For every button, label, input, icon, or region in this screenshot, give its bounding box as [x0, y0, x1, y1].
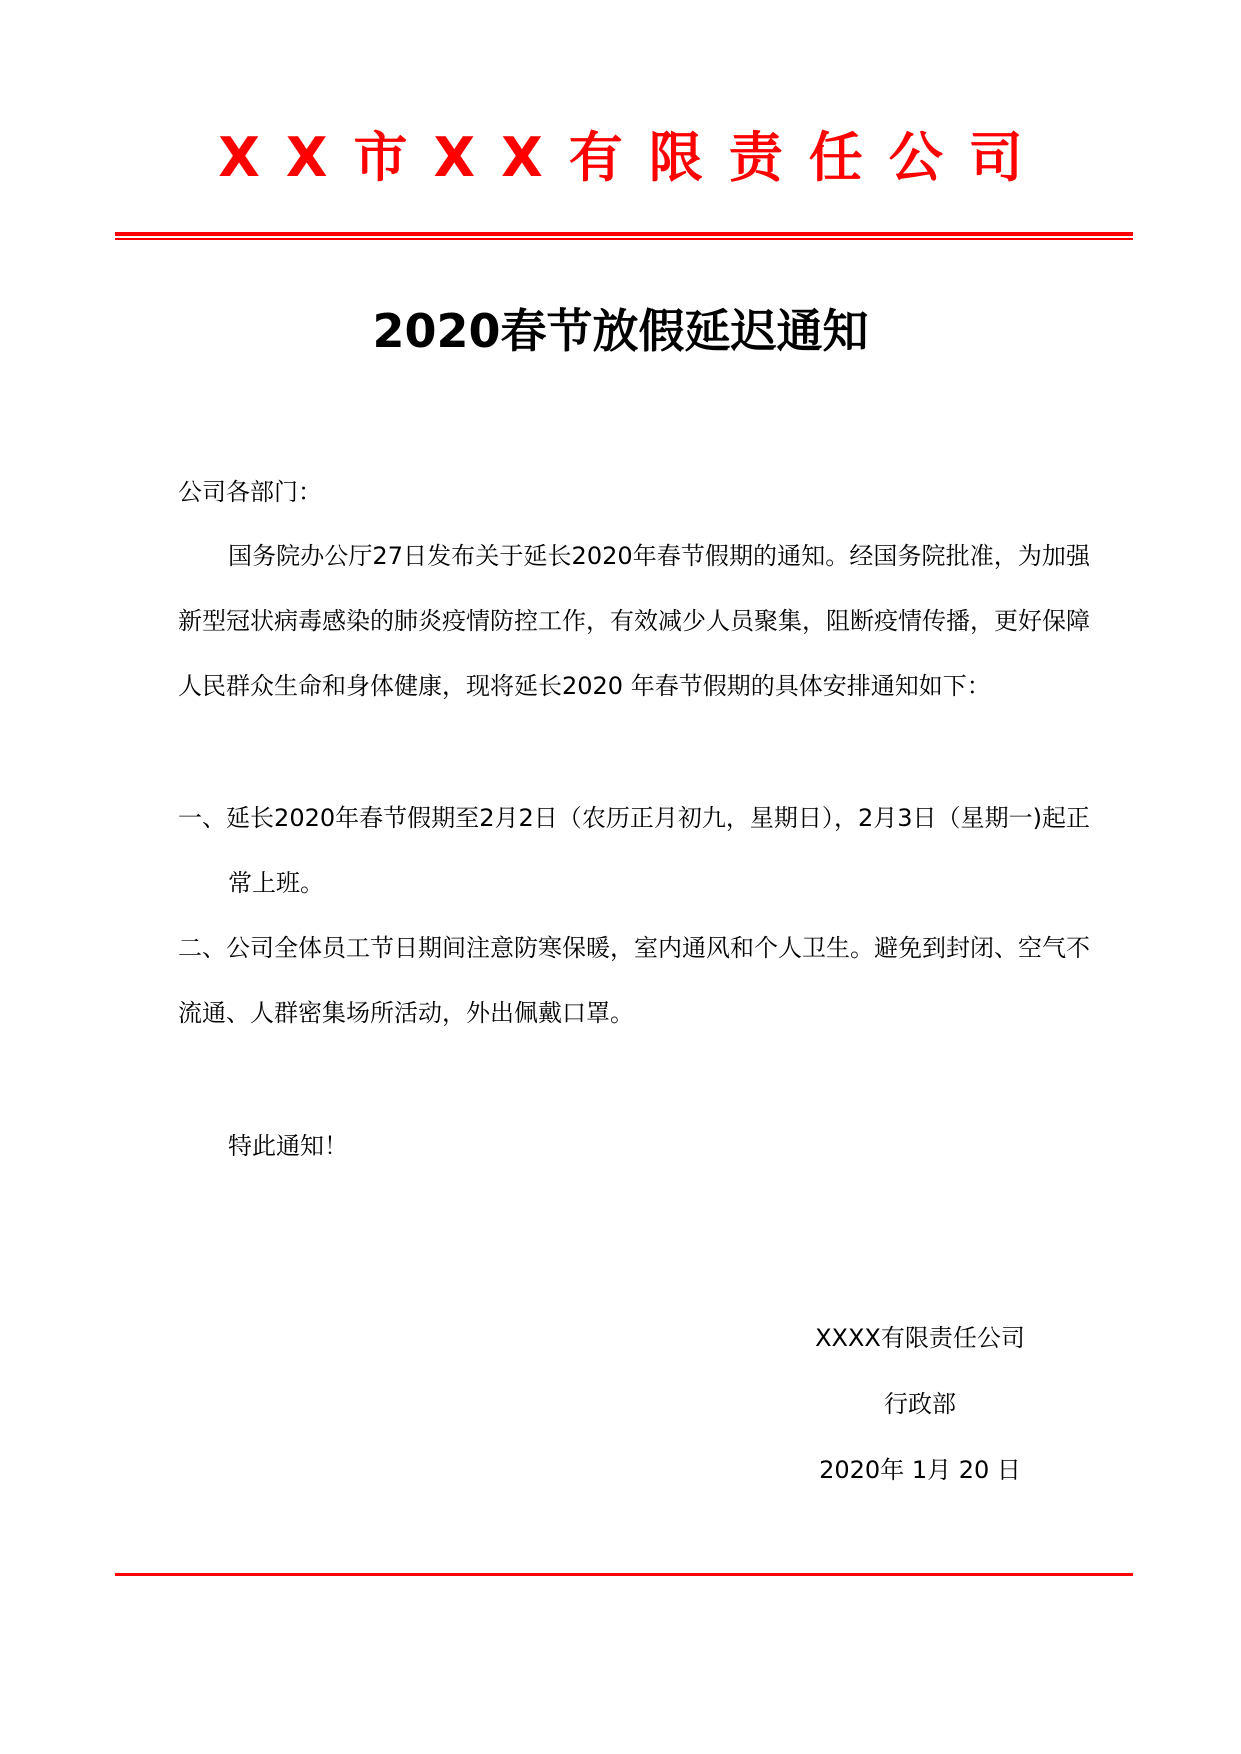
signature-department: 行政部 — [884, 1390, 956, 1418]
notice-item-1: 一、延长2020年春节假期至2月2日（农历正月初九，星期日），2月3日（星期一)起正常上班。 — [178, 804, 1090, 897]
body-paragraph: 国务院办公厅27日发布关于延长2020年春节假期的通知。经国务院批准，为加强新型冠状病毒感染的肺炎疫情防控工作，有效减少人员聚集，阻断疫情传播，更好保障人民群众生命和身体健康，现将延长2020 年春节假期的具体安排通知如下： — [178, 542, 1090, 700]
footer-divider — [115, 1573, 1133, 1576]
letterhead — [0, 118, 1241, 198]
letterhead-divider-thin — [115, 238, 1133, 240]
salutation: 公司各部门： — [178, 478, 322, 506]
notice-item-2: 二、公司全体员工节日期间注意防寒保暖，室内通风和个人卫生。避免到封闭、空气不流通、人群密集场所活动，外出佩戴口罩。 — [178, 934, 1090, 1027]
letterhead-company-name: XX市XX有限责任公司 — [218, 126, 1049, 189]
document-title: 2020春节放假延迟通知 — [372, 304, 869, 358]
letterhead-divider-thick — [115, 232, 1133, 236]
signature-date: 2020年 1月 20 日 — [819, 1456, 1021, 1484]
signature-company: XXXX有限责任公司 — [815, 1324, 1025, 1352]
closing-remark: 特此通知！ — [228, 1132, 348, 1160]
